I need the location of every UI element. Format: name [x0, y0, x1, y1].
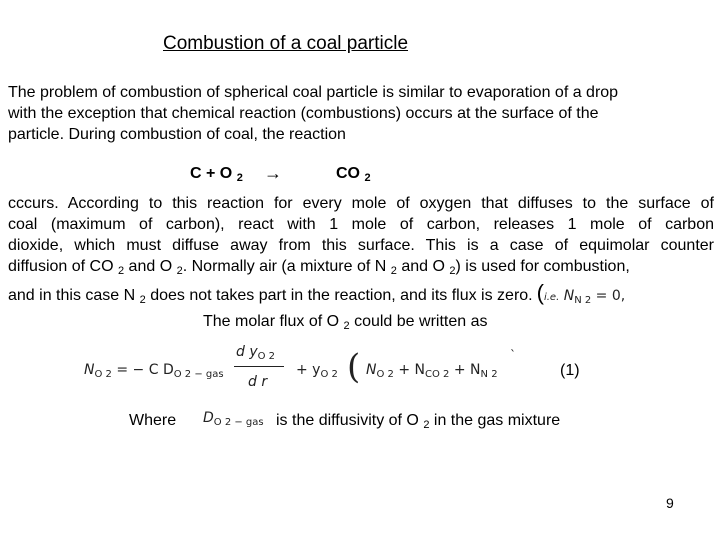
page-number: 9 — [666, 495, 674, 511]
open-paren: ( — [347, 347, 361, 387]
close-paren: ` — [510, 348, 516, 362]
body-line: and in this case N $_2$ does not takes part in the reaction, and its flux is zero. (i.e. $N_{N 2} = 0$, — [8, 280, 626, 306]
body-line: coal (maximum of carbon), react with 1 mole of carbon, releases 1 mole of carbon — [8, 216, 714, 233]
flux-sum: $N_{O 2} + N_{CO 2} + N_{N 2}$ — [366, 362, 498, 380]
flux-equation: $N_{O 2}$ = − C $D_{O 2 - gas}$ — [84, 362, 224, 380]
page-title: Combustion of a coal particle — [163, 33, 409, 54]
diffusivity-symbol: $D_{O 2 - gas}$ — [203, 410, 264, 428]
fraction-numerator: d $y_{O 2}$ — [236, 344, 276, 362]
where-label: Where — [129, 412, 177, 429]
body-paragraph — [8, 193, 714, 311]
intro-paragraph — [8, 82, 714, 145]
molar-flux-sentence: The molar flux of O $_2$ could be written as — [203, 313, 488, 332]
mole-fraction-term: + $y_{O 2}$ — [296, 362, 338, 380]
body-line: cccurs. According to this reaction for every mole of oxygen that diffuses to the surface of — [8, 195, 714, 212]
intro-line: The problem of combustion of spherical coal particle is similar to evaporation of a drop — [8, 84, 619, 101]
reaction-products: CO $_2$ — [336, 165, 371, 184]
intro-line: with the exception that chemical reaction (combustions) occurs at the surface of the — [8, 105, 599, 122]
reaction-reactants: C + O $_2$ — [190, 165, 243, 184]
diffusivity-description: is the diffusivity of O $_2$ in the gas mixture — [276, 412, 561, 431]
fraction-denominator: d r — [248, 374, 268, 390]
reaction-arrow: → — [264, 163, 282, 183]
body-line: diffusion of CO $_2$ and O $_2$. Normally air (a mixture of N $_2$ and O $_2$) is used for combustion, — [8, 258, 630, 277]
body-line: dioxide, which must diffuse away from this surface. This is a case of equimolar counter — [8, 237, 714, 254]
intro-line: particle. During combustion of coal, the reaction — [8, 126, 346, 143]
fraction-bar — [234, 366, 284, 367]
equation-number: (1) — [560, 362, 580, 379]
